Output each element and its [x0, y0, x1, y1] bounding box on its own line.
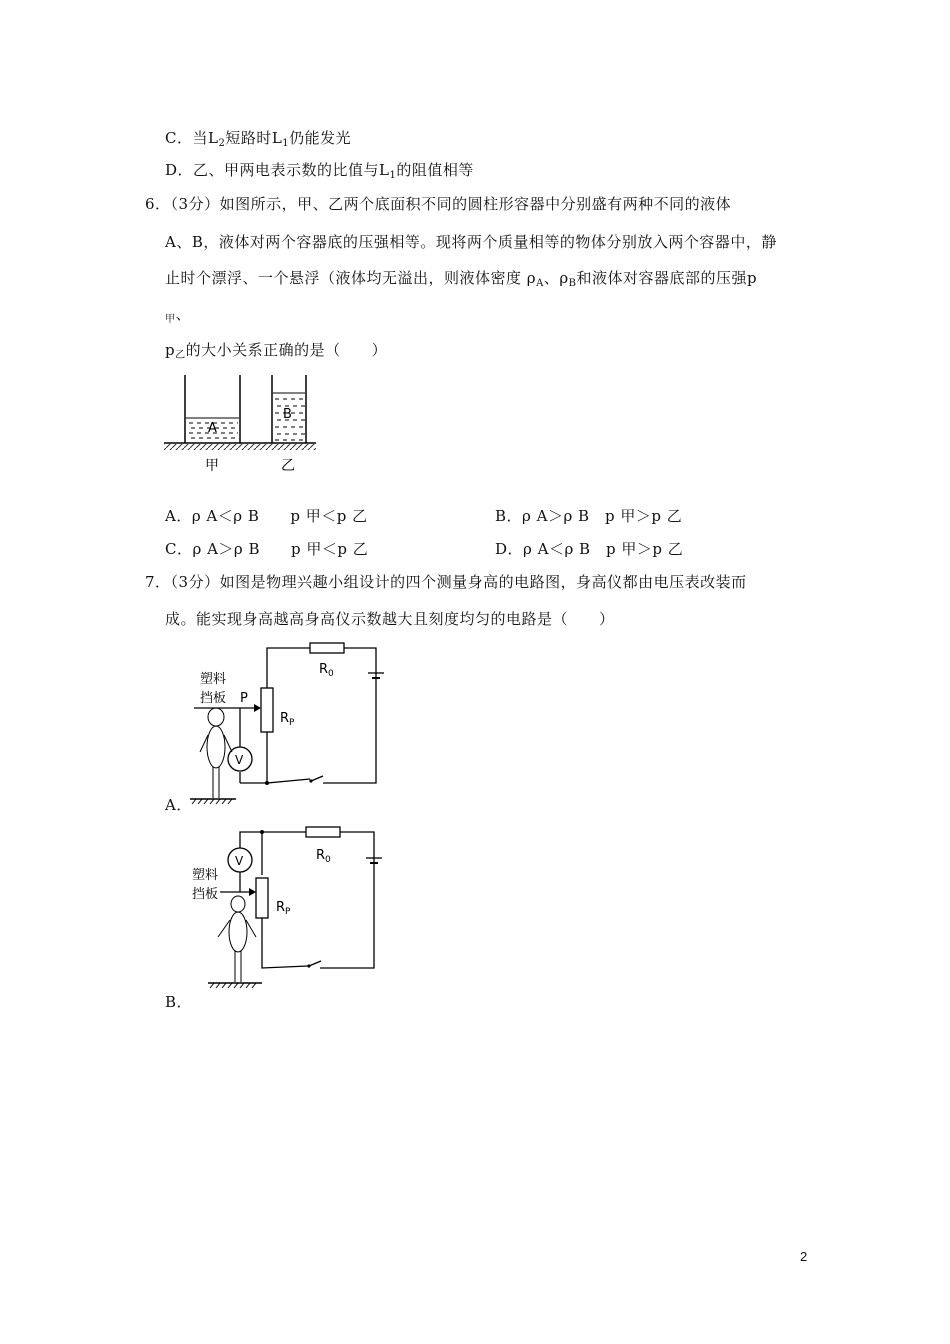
- circuit-a-wire-bottom: [267, 732, 310, 783]
- q6-line-1: 6．（3分）如图所示，甲、乙两个底面积不同的圆柱形容器中分别盛有两种不同的液体: [145, 195, 732, 213]
- container-jia-label: 甲: [205, 458, 219, 474]
- svg-text:塑料: 塑料: [200, 672, 227, 687]
- svg-text:RP: $R_P$: [280, 711, 295, 728]
- circuit-a-rp: [261, 688, 273, 732]
- circuit-a-r0: [310, 643, 344, 653]
- svg-text:P: P: [240, 691, 248, 706]
- q6-line-4: $_甲$、: [165, 305, 192, 325]
- container-yi-label: 乙: [281, 458, 295, 474]
- q7-line-2: 成。能实现身高越高身高仪示数越大且刻度均匀的电路是（ ）: [165, 610, 615, 628]
- q7-line-1: 7．（3分）如图是物理兴趣小组设计的四个测量身高的电路图，身高仪都由电压表改装而: [145, 573, 747, 591]
- q6-option-a: A．ρ A＜ρ B p 甲＜p 乙: [165, 507, 368, 525]
- circuit-b-switch: [309, 961, 321, 966]
- q5-option-c: C．当$L_2$短路时$L_1$仍能发光: [165, 129, 352, 149]
- q6-option-d: D．ρ A＜ρ B p 甲＞p 乙: [495, 540, 684, 558]
- circuit-b-figure: [180, 822, 420, 997]
- svg-text:塑料: 塑料: [192, 868, 219, 883]
- ground-hatch: [164, 444, 316, 450]
- circuit-a-person: [200, 708, 232, 798]
- liquid-a-label: A: [208, 421, 217, 436]
- q6-option-b: B．ρ A＞ρ B p 甲＞p 乙: [495, 507, 683, 525]
- q6-line-2: A、B，液体对两个容器底的压强相等。现将两个质量相等的物体分别放入两个容器中，静: [165, 233, 777, 251]
- svg-text:RP: $R_P$: [276, 900, 291, 917]
- q5-option-d: D．乙、甲两电表示数的比值与$L_1$的阻值相等: [165, 161, 474, 181]
- circuit-a-figure: [180, 640, 420, 810]
- circuit-a-label: A．: [165, 796, 192, 814]
- circuit-b-wire-bottom: [262, 918, 308, 968]
- page-number: 2: [800, 1249, 808, 1264]
- q6-containers-figure: [160, 370, 320, 480]
- liquid-b-label: B: [283, 407, 292, 422]
- q6-line-3: 止时个漂浮、一个悬浮（液体均无溢出，则液体密度 $\rho_A$、$\rho_B$和液体对容器底部的压强p: [165, 269, 758, 289]
- svg-text:V: V: [235, 753, 244, 767]
- svg-text:R0: $R_0$: [319, 662, 334, 679]
- circuit-b-person: [218, 896, 256, 982]
- circuit-a-switch: [311, 776, 323, 781]
- svg-text:挡板: 挡板: [192, 887, 219, 902]
- svg-text:R0: $R_0$: [316, 848, 331, 865]
- svg-text:挡板: 挡板: [200, 691, 227, 706]
- circuit-b-label: B．: [165, 993, 193, 1011]
- svg-text:V: V: [235, 854, 244, 868]
- q6-option-c: C．ρ A＞ρ B p 甲＜p 乙: [165, 540, 369, 558]
- q6-line-5: $p_乙$的大小关系正确的是（ ）: [165, 341, 388, 361]
- circuit-b-rp: [256, 878, 268, 918]
- circuit-b-r0: [306, 827, 340, 837]
